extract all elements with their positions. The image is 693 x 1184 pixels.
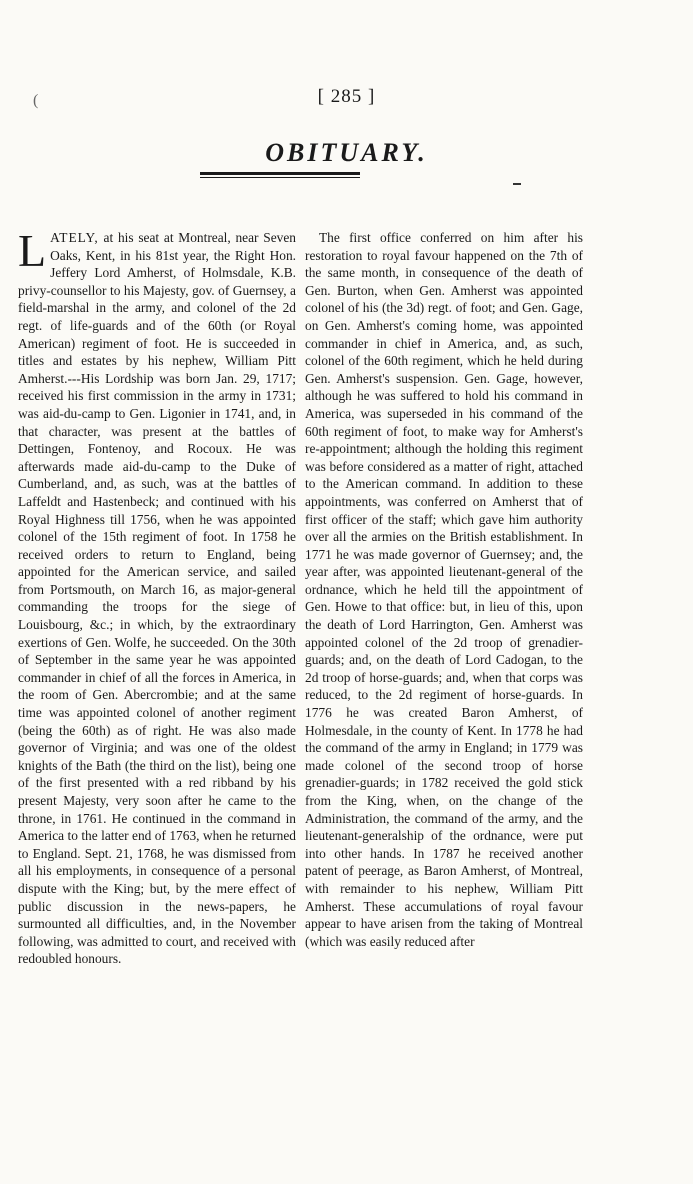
title-rule-thin: [200, 177, 360, 178]
right-column: [305, 229, 583, 950]
title-rule-thick: [200, 172, 360, 175]
lead-word: ATELY,: [50, 230, 99, 245]
drop-cap: L: [18, 225, 47, 276]
right-column-paragraph: The first office conferred on him after his restoration to royal favour happened on the 7th of the same month, in consequence of the death of Gen. Burton, when Gen. Amherst was appointed colonel of his (the 3d) regt. of foot; and Gen. Gage, on Gen. Amherst's coming home, was appointed commander in chief in America, and, as such, colonel of the 60th regiment, which he held during Gen. Amherst's suspension. Gen. Gage, however, although he was suffered to hold his command in America, was superseded in his command of the 60th regiment of foot, to make way for Amherst's re-appointment; although the holding this regiment was before considered as a matter of right, attached to the American command. In addition to these appointments, was conferred on Amherst that of first officer of the staff; which gave him authority over all the armies on the British establishment. In 1771 he was made governor of Guernsey; and, the year after, was appointed lieutenant-general of the ordnance, which he held till the appointment of Gen. Howe to that office: but, in lieu of this, upon the death of Lord Harrington, Gen. Amherst was appointed colonel of the 2d troop of grenadier-guards; and, on the death of Lord Cadogan, to the 2d troop of horse-guards; and, when that corps was reduced, to the 2d regiment of horse-guards. In 1776 he was created Baron Amherst, of Holmesdale, in the county of Kent. In 1778 he had the command of the army in England; in 1779 was made colonel of the second troop of horse grenadier-guards; in 1782 received the gold stick from the King, when, on the change of the Administration, the command of the army, and the lieutenant-generalship of the ordnance, were put into other hands. In 1787 he received another patent of peerage, as Baron Amherst, of Montreal, with remainder to his nephew, William Pitt Amherst. These accumulations of royal favour appear to have arisen from the taking of Montreal (which was easily reduced after: [305, 230, 583, 949]
left-column: [18, 225, 296, 968]
left-column-paragraph: [18, 225, 296, 968]
margin-mark: (: [33, 92, 39, 109]
left-column-text: at his seat at Montreal, near Seven Oaks, Kent, in his 81st year, the Right Hon. Jeffery Lord Amherst, of Holmsdale, K.B. privy-counsellor to his Majesty, gov. of Guernsey, a field-marshal in the army, and colonel of the 2d regt. of life-guards and of the 60th (or Royal American) regiment of foot. He is succeeded in titles and estates by his nephew, William Pitt Amherst.---His Lordship was born Jan. 29, 1717; received his first commission in the army in 1731; was aid-du-camp to Gen. Ligonier in 1741, and, in that character, was present at the battles of Dettingen, Fontenoy, and Rocoux. He was afterwards made aid-du-camp to the Duke of Cumberland, and, as such, was at the battles of Laffeldt and Hastenbeck; and continued with his Royal Highness till 1756, when he was appointed colonel of the 15th regiment of foot. In 1758 he received orders to return to England, being appointed for the American service, and sailed from Portsmouth, on March 16, as major-general commanding the troops for the siege of Louisbourg, &c.; in which, by the extraordinary exertions of Gen. Wolfe, he succeeded. On the 30th of September in the same year he was appointed commander in chief of all the forces in America, in the room of Gen. Abercrombie; and at the same time was appointed colonel of another regiment (being the 60th) as of right. He was also made governor of Virginia; and was one of the oldest knights of the Bath (the third on the list), being one of the first presented with a red ribband by his present Majesty, very soon after he came to the throne, in 1761. He continued in the command in America to the latter end of 1763, when he returned to England. Sept. 21, 1768, he was dismissed from all his employments, in consequence of a personal dispute with the King; but, by the mere effect of public discussion in the news-papers, he surmounted all difficulties, and, in the November following, was admitted to court, and received with redoubled honours.: [18, 230, 296, 967]
page-number: [ 285 ]: [317, 86, 376, 107]
ink-mark: [513, 183, 521, 185]
page-title: OBITUARY.: [265, 138, 428, 167]
